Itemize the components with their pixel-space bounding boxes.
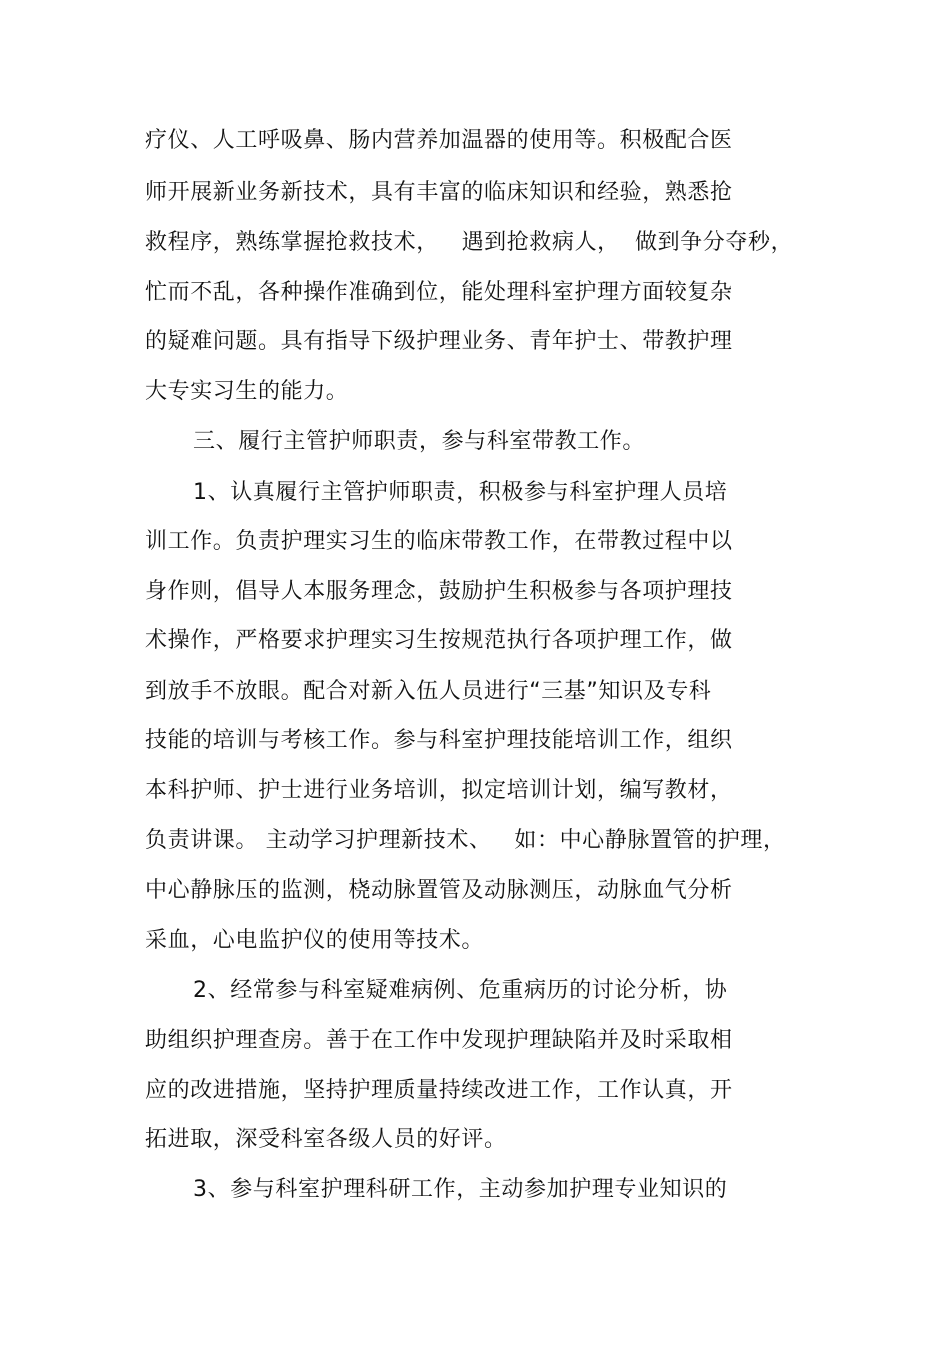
body-text-line: 技能的培训与考核工作。参与科室护理技能培训工作，组织 [145, 728, 733, 753]
body-text-line: 拓进取，深受科室各级人员的好评。 [145, 1127, 507, 1152]
body-text-line: 中心静脉压的监测，桡动脉置管及动脉测压，动脉血气分析 [145, 878, 733, 903]
body-text-line: 忙而不乱，各种操作准确到位，能处理科室护理方面较复杂 [145, 280, 733, 305]
body-text-line: 采血，心电监护仪的使用等技术。 [145, 928, 485, 953]
body-text-line: 2、经常参与科室疑难病例、危重病历的讨论分析，协 [193, 978, 728, 1003]
body-text-line: 救程序，熟练掌握抢救技术， 遇到抢救病人， 做到争分夺秒， [145, 230, 794, 255]
body-text-line: 的疑难问题。具有指导下级护理业务、青年护士、带教护理 [145, 329, 733, 354]
body-text-line: 身作则，倡导人本服务理念，鼓励护生积极参与各项护理技 [145, 579, 733, 604]
body-text-line: 疗仪、人工呼吸鼻、肠内营养加温器的使用等。积极配合医 [145, 128, 733, 153]
body-text-line: 助组织护理查房。善于在工作中发现护理缺陷并及时采取相 [145, 1028, 733, 1053]
body-text-line: 负责讲课。 主动学习护理新技术、 如：中心静脉置管的护理， [145, 828, 786, 853]
body-text-line: 本科护师、护士进行业务培训，拟定培训计划，编写教材， [145, 778, 733, 803]
body-text-line: 应的改进措施，坚持护理质量持续改进工作，工作认真，开 [145, 1078, 733, 1103]
body-text-line: 大专实习生的能力。 [145, 379, 349, 404]
section-heading: 三、履行主管护师职责，参与科室带教工作。 [193, 429, 646, 454]
body-text-line: 训工作。负责护理实习生的临床带教工作，在带教过程中以 [145, 529, 733, 554]
body-text-line: 师开展新业务新技术，具有丰富的临床知识和经验，熟悉抢 [145, 180, 733, 205]
body-text-line: 1、认真履行主管护师职责，积极参与科室护理人员培 [193, 480, 728, 505]
body-text-line: 术操作，严格要求护理实习生按规范执行各项护理工作，做 [145, 628, 733, 653]
body-text-line: 3、参与科室护理科研工作，主动参加护理专业知识的 [193, 1177, 728, 1202]
body-text-line: 到放手不放眼。配合对新入伍人员进行“三基”知识及专科 [145, 679, 712, 704]
